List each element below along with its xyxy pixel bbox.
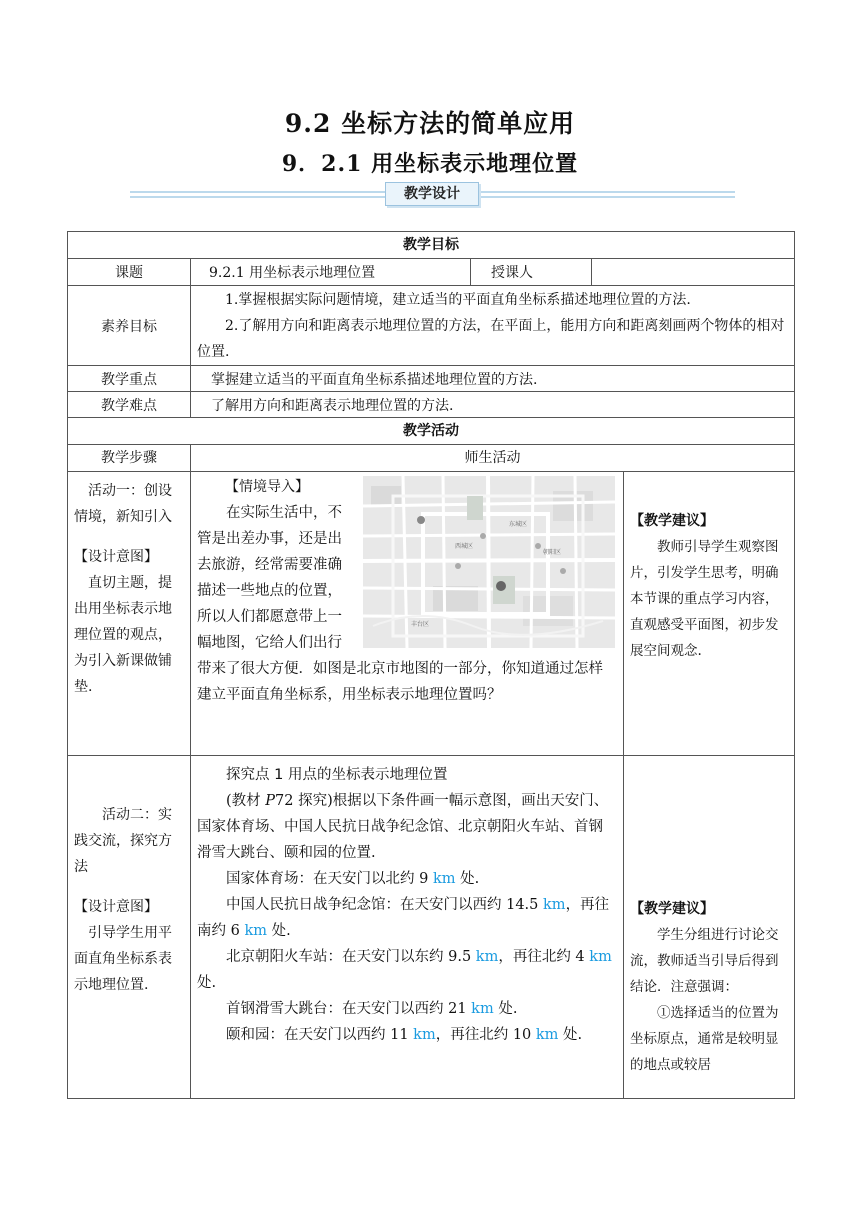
activity1-intent-title: 【设计意图】	[74, 549, 158, 565]
beijing-map-graphic	[363, 476, 615, 648]
teacher-label: 授课人	[471, 259, 592, 286]
activity2-intent-text: 引导学生用平面直角坐标系表示地理位置.	[74, 925, 172, 993]
literacy-goal-1: 1.掌握根据实际问题情境，建立适当的平面直角坐标系描述地理位置的方法.	[225, 292, 691, 308]
difficult-point-value: 了解用方向和距离表示地理位置的方法.	[191, 392, 795, 418]
map-label-chaoyang: 朝阳区	[543, 549, 562, 556]
steps-label: 教学步骤	[68, 445, 191, 472]
activity2-name: 活动二：实践交流，探究方法	[74, 807, 172, 875]
activity2-intent-title: 【设计意图】	[74, 899, 158, 915]
section-title: 9.2 坐标方法的简单应用	[284, 109, 576, 138]
activity2-suggest-text: 学生分组进行讨论交流，教师适当引导后得到结论．注意强调：	[630, 927, 779, 995]
activity1-intro-title: 【情境导入】	[225, 479, 309, 495]
topic-label: 课题	[68, 259, 191, 286]
activity1-name: 活动一：创设情境，新知引入	[74, 483, 172, 525]
teaching-design-banner: 教学设计	[385, 182, 479, 206]
activity1-intent-text: 直切主题，提出用坐标表示地理位置的观点，为引入新课做铺垫.	[74, 575, 172, 695]
explore-title: 探究点 1 用点的坐标表示地理位置	[226, 767, 448, 783]
condition-war-memorial: 中国人民抗日战争纪念馆：在天安门以西约 14.5 km，再往南约 6 km 处.	[197, 897, 610, 939]
literacy-label: 素养目标	[68, 286, 191, 366]
teacher-value	[592, 259, 795, 286]
map-label-dongcheng: 东城区	[509, 521, 528, 528]
condition-big-air: 首钢滑雪大跳台：在天安门以西约 21 km 处.	[226, 1001, 518, 1017]
condition-summer-palace: 颐和园：在天安门以西约 11 km，再往北约 10 km 处.	[226, 1027, 583, 1043]
map-label-fengtai: 丰台区	[411, 621, 430, 628]
condition-chaoyang-station: 北京朝阳火车站：在天安门以东约 9.5 km，再往北约 4 km 处.	[197, 949, 612, 991]
literacy-goal-2: 2.了解用方向和距离表示地理位置的方法，在平面上，能用方向和距离刻画两个物体的相对位置.	[197, 318, 785, 360]
topic-value: 9.2.1 用坐标表示地理位置	[191, 259, 471, 286]
activity1-suggest-text: 教师引导学生观察图片，引发学生思考，明确本节课的重点学习内容，直观感受平面图，初步发展空间观念.	[630, 539, 779, 659]
key-point-label: 教学重点	[68, 366, 191, 392]
difficult-point-label: 教学难点	[68, 392, 191, 418]
activity2-suggest-point: ①选择适当的位置为坐标原点，通常是较明显的地点或较居	[630, 1005, 779, 1073]
activity2-suggest-title: 【教学建议】	[630, 901, 714, 917]
subsection-title: 9．2.1 用坐标表示地理位置	[281, 151, 579, 177]
activity1-intro-text: 在实际生活中，不管是出差办事，还是出去旅游，经常需要准确描述一些地点的位置，所以人们都愿意带上一幅地图，它给人们出行带来了很大方便．如图是北京市地图的一部分，你知道通过怎样建立平面直角坐标系，用坐标表示地理位置吗？	[197, 505, 603, 703]
map-label-xicheng: 西城区	[455, 543, 474, 550]
explore-task: (教材 P72 探究)根据以下条件画一幅示意图，画出天安门、国家体育场、中国人民抗日战争纪念馆、北京朝阳火车站、首钢滑雪大跳台、颐和园的位置.	[197, 793, 609, 861]
goals-header: 教学目标	[68, 232, 795, 259]
activity1-suggest-title: 【教学建议】	[630, 513, 714, 529]
beijing-map-image	[363, 476, 615, 648]
teacher-student-activity-label: 师生活动	[191, 445, 795, 472]
condition-national-stadium: 国家体育场：在天安门以北约 9 km 处.	[226, 871, 480, 887]
lesson-plan-table	[67, 231, 795, 1099]
activity-header: 教学活动	[68, 418, 795, 445]
key-point-value: 掌握建立适当的平面直角坐标系描述地理位置的方法.	[191, 366, 795, 392]
